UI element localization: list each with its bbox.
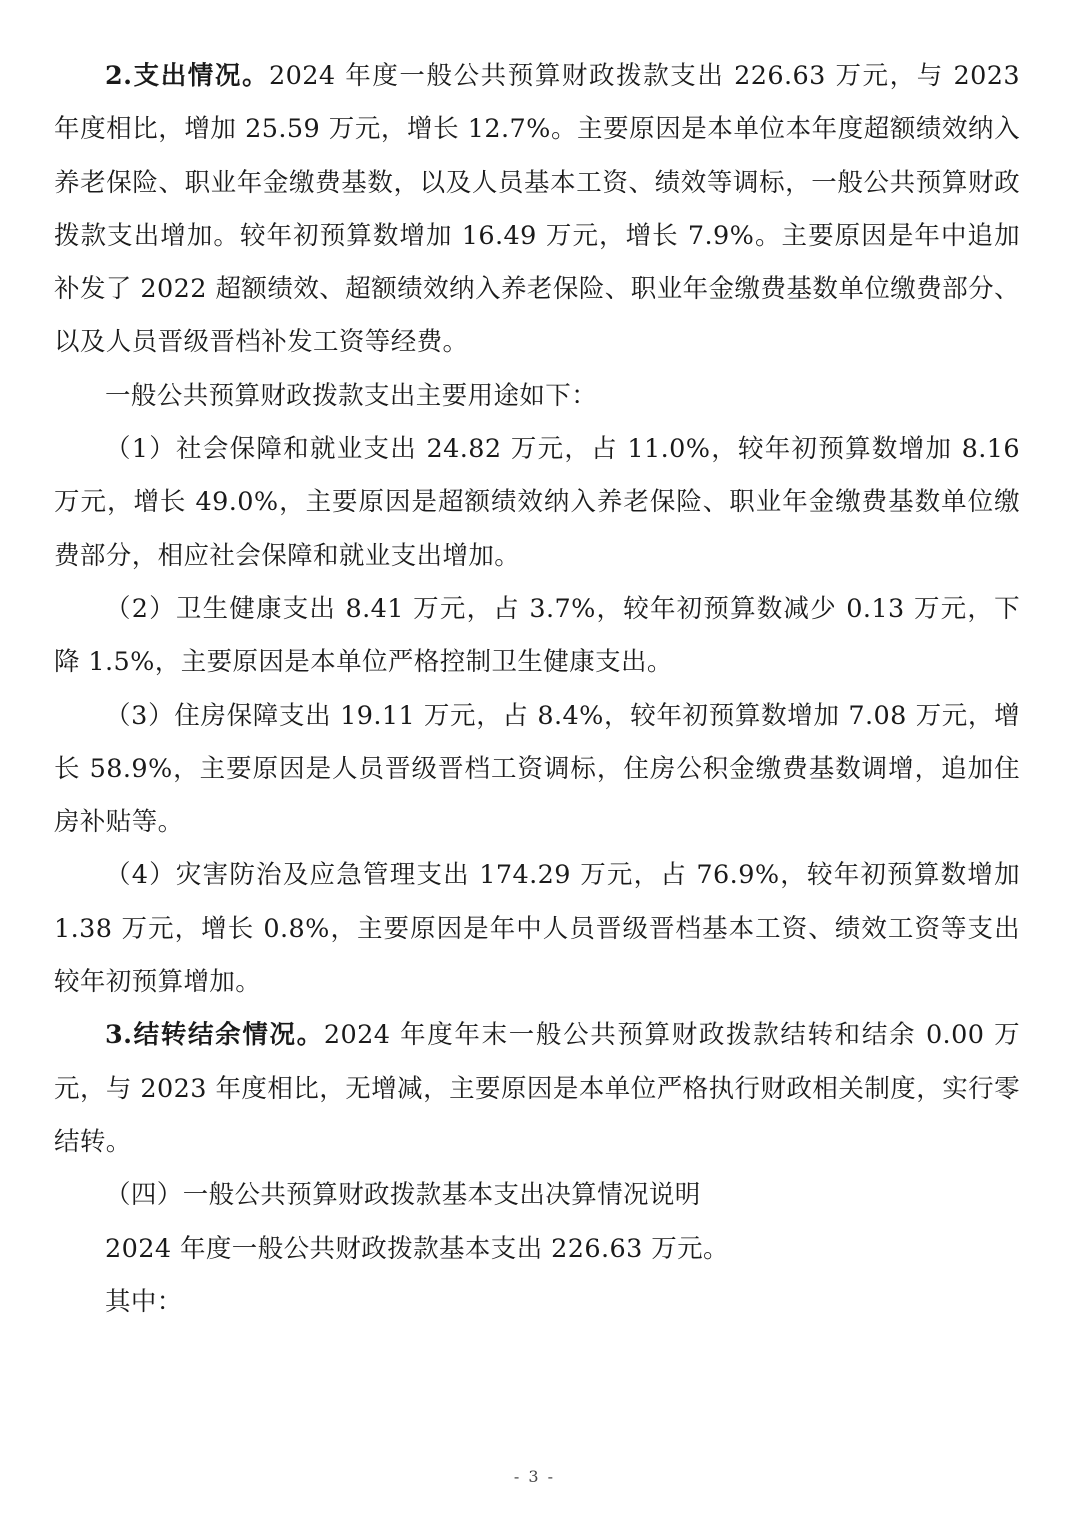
paragraph-basic-expenditure-total-text: 2024 年度一般公共财政拨款基本支出 226.63 万元。 xyxy=(105,1233,729,1264)
page-number: - 3 - xyxy=(513,1467,556,1486)
paragraph-carryover xyxy=(54,1009,1020,1169)
paragraph-basic-expenditure-total xyxy=(54,1223,1020,1276)
heading-expenditure: 2.支出情况。 xyxy=(105,61,270,91)
paragraph-expenditure xyxy=(54,50,1020,370)
paragraph-among-which-text: 其中： xyxy=(105,1286,183,1317)
section-heading-basic-expenditure xyxy=(54,1169,1020,1222)
paragraph-main-uses-text: 一般公共预算财政拨款支出主要用途如下： xyxy=(105,380,598,411)
paragraph-disaster-prevention xyxy=(54,849,1020,1009)
paragraph-carryover-text: 2024 年度年末一般公共预算财政拨款结转和结余 0.00 万元，与 2023 年度相比，无增减，主要原因是本单位严格执行财政相关制度，实行零结转。 xyxy=(54,1020,1020,1157)
paragraph-main-uses xyxy=(54,370,1020,423)
paragraph-housing-text: （3）住房保障支出 19.11 万元，占 8.4%，较年初预算数增加 7.08 万元，增长 58.9%，主要原因是人员晋级晋档工资调标，住房公积金缴费基数调增，追加住房补贴等。 xyxy=(54,700,1020,838)
paragraph-expenditure-text: 2024 年度一般公共预算财政拨款支出 226.63 万元，与 2023 年度相比，增加 25.59 万元，增长 12.7%。主要原因是本单位本年度超额绩效纳入养老保险、职业年金缴费基数，以及人员基本工资、绩效等调标，一般公共预算财政拨款支出增加。较年初预算数增加 16.49 万元，增长 7.9%。主要原因是年中追加补发了 2022 超额绩效、超额绩效纳入养老保险、职业年金缴费基数单位缴费部分、以及人员晋级晋档补发工资等经费。 xyxy=(54,61,1020,358)
paragraph-social-security xyxy=(54,423,1020,583)
document-body xyxy=(54,50,1020,1329)
paragraph-housing xyxy=(54,690,1020,850)
paragraph-among-which xyxy=(54,1276,1020,1329)
heading-carryover: 3.结转结余情况。 xyxy=(105,1020,324,1051)
paragraph-health-text: （2）卫生健康支出 8.41 万元，占 3.7%，较年初预算数减少 0.13 万元，下降 1.5%，主要原因是本单位严格控制卫生健康支出。 xyxy=(54,593,1020,678)
paragraph-health xyxy=(54,583,1020,690)
section-heading-basic-expenditure-text: （四）一般公共预算财政拨款基本支出决算情况说明 xyxy=(105,1180,701,1211)
paragraph-social-security-text: （1）社会保障和就业支出 24.82 万元，占 11.0%，较年初预算数增加 8.16 万元，增长 49.0%，主要原因是超额绩效纳入养老保险、职业年金缴费基数单位缴费部分，相应社会保障和就业支出增加。 xyxy=(54,434,1020,571)
paragraph-disaster-prevention-text: （4）灾害防治及应急管理支出 174.29 万元，占 76.9%，较年初预算数增加 1.38 万元，增长 0.8%，主要原因是年中人员晋级晋档基本工资、绩效工资等支出较年初预算增加。 xyxy=(54,860,1020,998)
